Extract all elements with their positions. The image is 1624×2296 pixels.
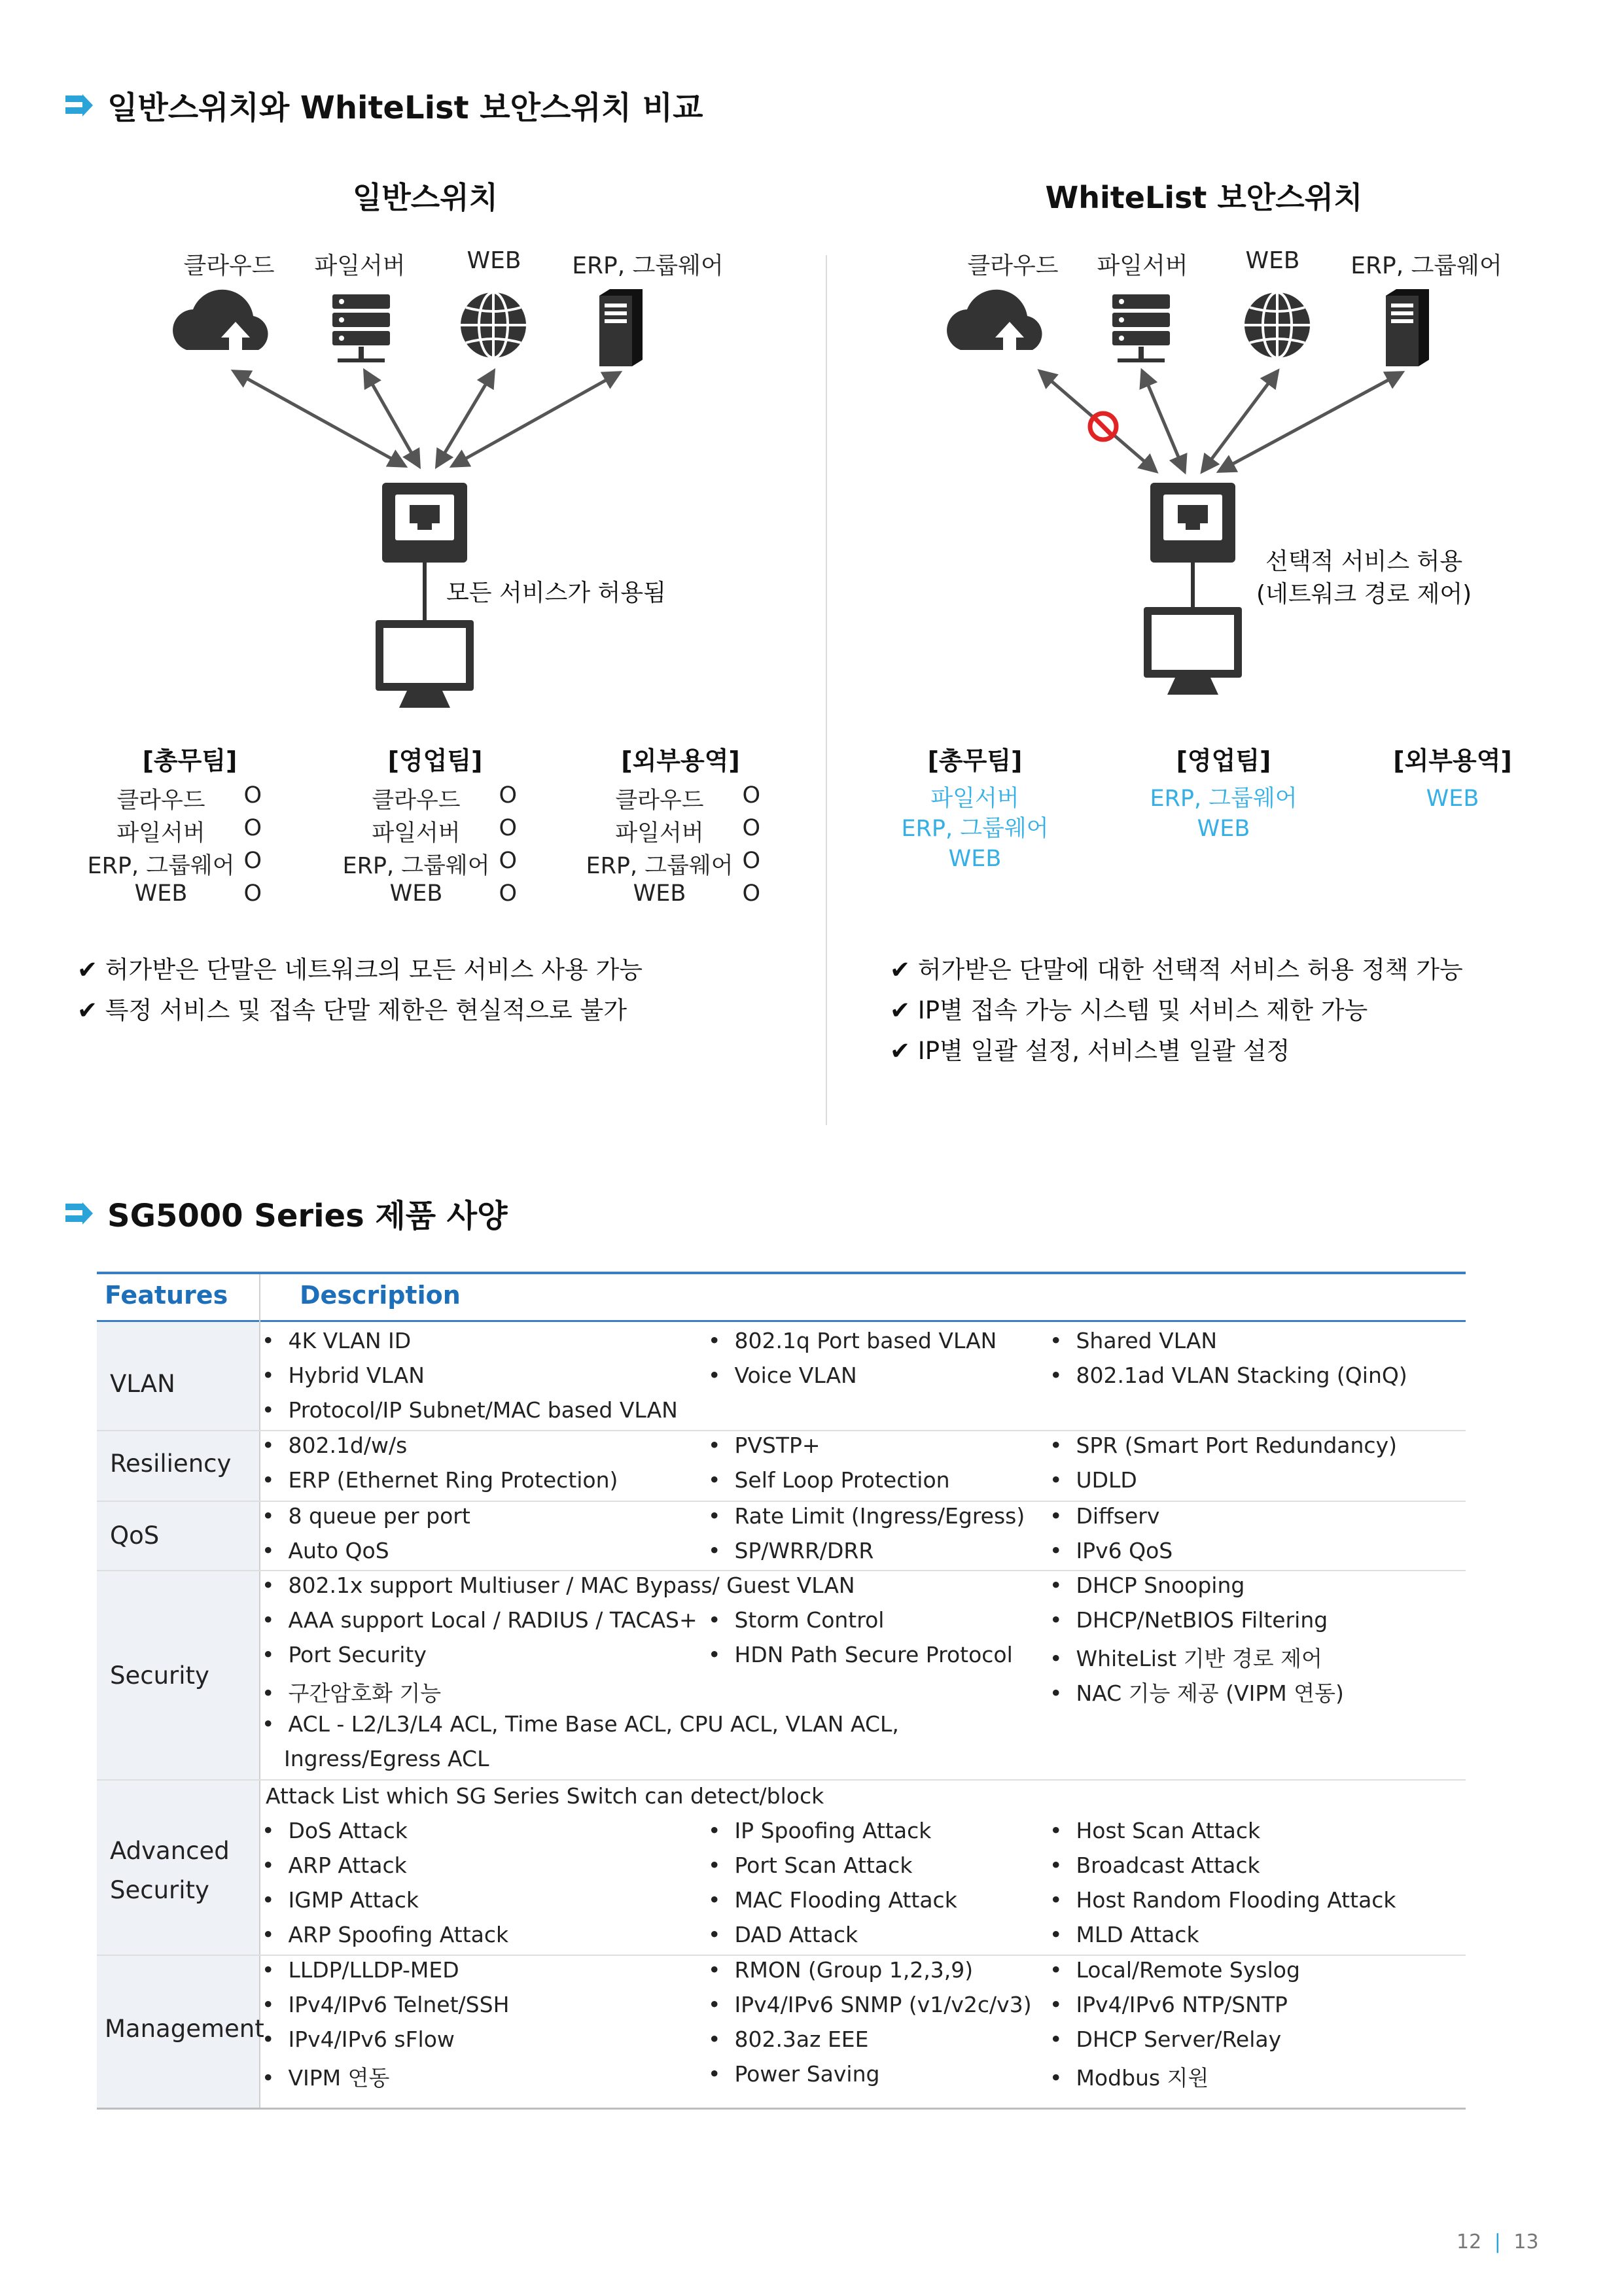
table-cell: • MLD Attack: [1050, 1922, 1199, 1947]
table-cell: Ingress/Egress ACL: [284, 1746, 489, 1771]
table-cell: • Host Random Flooding Attack: [1050, 1887, 1396, 1913]
list-item: 클라우드 O: [116, 782, 262, 814]
page-number-separator: |: [1494, 2231, 1501, 2253]
right-dept-2-list: [1125, 784, 1322, 844]
left-dept-2-list: [339, 782, 517, 907]
list-item: WEB O: [134, 880, 262, 907]
right-check-3: ✔ IP별 일괄 설정, 서비스별 일괄 설정: [890, 1037, 1290, 1065]
web-globe-icon: [1244, 292, 1310, 358]
table-cell: • DHCP Snooping: [1050, 1573, 1245, 1598]
row-separator: [97, 1570, 1466, 1571]
checkmark-icon: ✔: [890, 1037, 911, 1065]
left-check-1: ✔ 허가받은 단말은 네트워크의 모든 서비스 사용 가능: [77, 956, 643, 984]
list-item: 클라우드 O: [372, 782, 517, 814]
table-cell: • Diffserv: [1050, 1503, 1160, 1529]
table-cell: • Port Security: [262, 1642, 427, 1667]
right-service-label-web: WEB: [1245, 247, 1300, 274]
file-server-icon: [332, 294, 390, 362]
right-service-label-fileserver: 파일서버: [1097, 252, 1188, 279]
right-switch-note-1: 선택적 서비스 허용: [1265, 548, 1463, 575]
table-cell: • Port Scan Attack: [708, 1852, 913, 1878]
table-cell: • 구간암호화 기능: [262, 1680, 442, 1706]
table-cell: • IPv4/IPv6 Telnet/SSH: [262, 1992, 510, 2017]
list-item: WEB: [1197, 816, 1250, 842]
list-item: 파일서버 O: [372, 815, 517, 846]
checkmark-icon: ✔: [890, 996, 911, 1024]
right-service-label-cloud: 클라우드: [967, 252, 1059, 279]
table-cell: • WhiteList 기반 경로 제어: [1050, 1646, 1322, 1671]
table-cell: • Self Loop Protection: [708, 1467, 950, 1493]
table-cell: • PVSTP+: [708, 1433, 821, 1458]
list-item: 클라우드 O: [615, 782, 760, 814]
monitor-icon: [1144, 607, 1242, 695]
left-dept-2-title: [영업팀]: [387, 746, 483, 775]
right-network-diagram: [942, 275, 1531, 733]
table-cell: • NAC 기능 제공 (VIPM 연동): [1050, 1680, 1344, 1706]
table-cell: • IPv4/IPv6 NTP/SNTP: [1050, 1992, 1288, 2017]
left-service-label-web: WEB: [467, 247, 521, 274]
table-cell: • ACL - L2/L3/L4 ACL, Time Base ACL, CPU ACL, VLAN ACL,: [262, 1711, 899, 1737]
table-cell: • 802.1x support Multiuser / MAC Bypass/ Guest VLAN: [262, 1573, 855, 1598]
list-item: ERP, 그룹웨어 O: [342, 848, 517, 879]
table-cell: • IPv6 QoS: [1050, 1538, 1173, 1563]
left-dept-3-list: [582, 782, 760, 907]
table-cell: • Shared VLAN: [1050, 1328, 1218, 1353]
page-number-right: 13: [1513, 2231, 1539, 2253]
feature-qos: QoS: [110, 1522, 160, 1550]
left-network-diagram: [157, 275, 746, 733]
table-cell: • Broadcast Attack: [1050, 1852, 1260, 1878]
file-server-icon: [1112, 294, 1170, 362]
table-cell: • LLDP/LLDP-MED: [262, 1957, 459, 1983]
table-cell: • Modbus 지원: [1050, 2065, 1209, 2091]
right-dept-2-title: [영업팀]: [1176, 746, 1271, 775]
table-header-features: Features: [105, 1281, 228, 1310]
list-item: WEB: [1426, 786, 1479, 812]
section-title-specs: [65, 1191, 508, 1236]
erp-tower-icon: [1386, 289, 1429, 366]
left-service-label-fileserver: 파일서버: [314, 252, 406, 279]
list-item: 파일서버 O: [615, 815, 760, 846]
section-title-text: 일반스위치와 WhiteList 보안스위치 비교: [107, 90, 703, 126]
right-check-2: ✔ IP별 접속 가능 시스템 및 서비스 제한 가능: [890, 996, 1368, 1024]
table-cell: • Auto QoS: [262, 1538, 389, 1563]
checkmark-icon: ✔: [77, 956, 98, 984]
table-header-rule: [97, 1320, 1466, 1322]
table-top-rule: [97, 1272, 1466, 1274]
list-item: WEB: [948, 846, 1002, 872]
table-header-description: Description: [300, 1281, 461, 1310]
table-cell-intro: Attack List which SG Series Switch can detect/block: [266, 1783, 824, 1809]
section-bullet-icon: [65, 94, 94, 116]
feature-management: Management: [105, 2015, 264, 2043]
table-cell: • ARP Attack: [262, 1852, 407, 1878]
left-service-label-erp: ERP, 그룹웨어: [572, 252, 724, 279]
table-bottom-rule: [97, 2108, 1466, 2110]
right-dept-1-title: [총무팀]: [927, 746, 1023, 775]
left-service-label-cloud: 클라우드: [183, 252, 275, 279]
monitor-icon: [376, 620, 474, 708]
checkmark-icon: ✔: [77, 996, 98, 1024]
page-number-left: 12: [1456, 2231, 1482, 2253]
section-title-comparison: [65, 82, 703, 128]
left-column-title: 일반스위치: [352, 180, 499, 215]
left-switch-note: 모든 서비스가 허용됨: [446, 580, 666, 606]
table-cell: • 802.1ad VLAN Stacking (QinQ): [1050, 1363, 1407, 1388]
table-column-separator: [259, 1274, 260, 2109]
row-separator: [97, 1430, 1466, 1431]
list-item: ERP, 그룹웨어: [1150, 786, 1297, 812]
feature-security: Security: [110, 1661, 209, 1690]
web-globe-icon: [461, 292, 526, 358]
list-item: ERP, 그룹웨어 O: [586, 848, 760, 879]
row-separator: [97, 1955, 1466, 1956]
right-dept-3-title: [외부용역]: [1393, 746, 1512, 775]
table-cell: • ARP Spoofing Attack: [262, 1922, 509, 1947]
row-separator: [97, 1779, 1466, 1781]
table-cell: • Protocol/IP Subnet/MAC based VLAN: [262, 1397, 678, 1423]
table-cell: • AAA support Local / RADIUS / TACAS+: [262, 1607, 697, 1633]
feature-advanced-security-line1: Advanced: [110, 1837, 230, 1865]
right-check-1: ✔ 허가받은 단말에 대한 선택적 서비스 허용 정책 가능: [890, 956, 1463, 984]
table-cell: • ERP (Ethernet Ring Protection): [262, 1467, 618, 1493]
table-cell: • Local/Remote Syslog: [1050, 1957, 1300, 1983]
column-divider: [826, 255, 827, 1125]
table-cell: • VIPM 연동: [262, 2065, 390, 2091]
left-dept-3-title: [외부용역]: [621, 746, 740, 775]
table-cell: • MAC Flooding Attack: [708, 1887, 957, 1913]
features-column-background: [97, 1322, 259, 2109]
table-cell: • DHCP/NetBIOS Filtering: [1050, 1607, 1328, 1633]
left-dept-1-list: [84, 782, 262, 907]
table-cell: • IGMP Attack: [262, 1887, 419, 1913]
feature-advanced-security-line2: Security: [110, 1876, 209, 1904]
erp-tower-icon: [599, 289, 643, 366]
table-cell: • IPv4/IPv6 sFlow: [262, 2026, 455, 2052]
right-column-title: WhiteList 보안스위치: [1045, 180, 1363, 215]
table-cell: • Hybrid VLAN: [262, 1363, 425, 1388]
table-cell: • HDN Path Secure Protocol: [708, 1642, 1013, 1667]
table-cell: • IPv4/IPv6 SNMP (v1/v2c/v3): [708, 1992, 1032, 2017]
table-cell: • DoS Attack: [262, 1818, 408, 1843]
right-dept-1-list: [877, 784, 1073, 874]
table-cell: • Storm Control: [708, 1607, 885, 1633]
page-numbers: [1456, 2231, 1539, 2253]
switch-icon: [382, 483, 467, 563]
table-cell: • SPR (Smart Port Redundancy): [1050, 1433, 1397, 1458]
table-cell: • 802.1q Port based VLAN: [708, 1328, 997, 1353]
right-service-label-erp: ERP, 그룹웨어: [1350, 252, 1502, 279]
list-item: 파일서버 O: [116, 815, 262, 846]
list-item: 파일서버: [930, 786, 1019, 812]
feature-resiliency: Resiliency: [110, 1450, 232, 1478]
table-cell: • Host Scan Attack: [1050, 1818, 1261, 1843]
table-cell: • SP/WRR/DRR: [708, 1538, 874, 1563]
switch-icon: [1150, 483, 1235, 563]
table-cell: • Rate Limit (Ingress/Egress): [708, 1503, 1025, 1529]
blocked-icon: [1090, 413, 1116, 440]
list-item: WEB O: [389, 880, 517, 907]
list-item: ERP, 그룹웨어 O: [87, 848, 262, 879]
table-cell: • 8 queue per port: [262, 1503, 470, 1529]
table-cell: • 802.1d/w/s: [262, 1433, 408, 1458]
right-switch-note-2: (네트워크 경로 제어): [1256, 581, 1472, 608]
right-dept-3-list: [1354, 784, 1551, 814]
checkmark-icon: ✔: [890, 956, 911, 984]
table-cell: • DHCP Server/Relay: [1050, 2026, 1282, 2052]
table-cell: • 802.3az EEE: [708, 2026, 869, 2052]
left-check-2: ✔ 특정 서비스 및 접속 단말 제한은 현실적으로 불가: [77, 996, 627, 1024]
table-cell: • 4K VLAN ID: [262, 1328, 412, 1353]
row-separator: [97, 1501, 1466, 1502]
cloud-icon: [947, 290, 1042, 351]
table-cell: • UDLD: [1050, 1467, 1137, 1493]
cloud-icon: [173, 290, 268, 351]
feature-vlan: VLAN: [110, 1370, 175, 1398]
left-dept-1-title: [총무팀]: [142, 746, 238, 775]
table-cell: • DAD Attack: [708, 1922, 858, 1947]
table-cell: • Voice VLAN: [708, 1363, 857, 1388]
list-item: ERP, 그룹웨어: [901, 816, 1049, 842]
table-cell: • IP Spoofing Attack: [708, 1818, 932, 1843]
table-cell: • Power Saving: [708, 2061, 880, 2087]
section-bullet-icon: [65, 1202, 94, 1225]
section-title-text: SG5000 Series 제품 사양: [107, 1198, 508, 1234]
table-cell: • RMON (Group 1,2,3,9): [708, 1957, 974, 1983]
list-item: WEB O: [633, 880, 760, 907]
